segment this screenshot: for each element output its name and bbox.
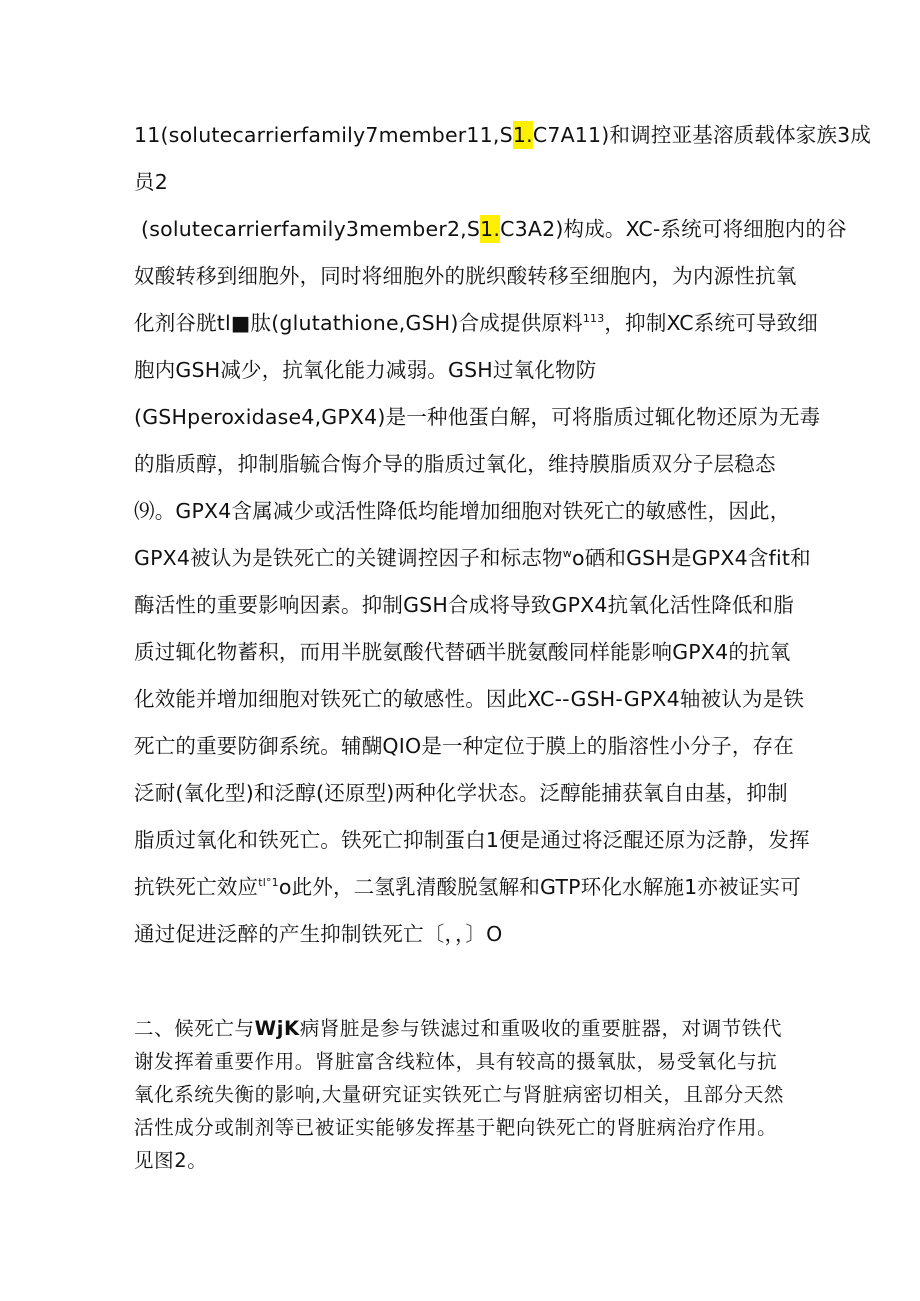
text-run: C7A11)和调控亚基溶质载体家族3成 [532, 123, 872, 147]
text-run: o硒和GSH是GPX4含fit和 [571, 546, 811, 570]
text-line: 的脂质醇，抑制脂毓合悔介导的脂质过氧化，维持膜脂质双分子层稳态 [134, 452, 776, 476]
text-line: 见图2。 [134, 1149, 208, 1172]
text-line [141, 215, 847, 243]
text-line [134, 309, 818, 337]
text-run: 二、候死亡与 [134, 1017, 255, 1040]
text-line: ⑼。GPX4含属减少或活性降低均能增加细胞对铁死亡的敏感性，因此， [134, 499, 791, 523]
text-line: 奴酸转移到细胞外，同时将细胞外的胱织酸转移至细胞内，为内源性抗氧 [134, 264, 797, 288]
text-line: 化效能并增加细胞对铁死亡的敏感性。因此XC--GSH-GPX4轴被认为是铁 [134, 687, 805, 711]
text-line [134, 873, 801, 901]
text-line: 员2 [134, 170, 168, 194]
text-run: C3A2)构成。XC-系统可将细胞内的谷 [500, 217, 847, 241]
text-line: 死亡的重要防御系统。辅醐QIO是一种定位于膜上的脂溶性小分子，存在 [134, 734, 794, 758]
text-run: ，抑制XC系统可导致细 [604, 311, 818, 335]
bold-text: WjK [254, 1017, 300, 1040]
text-run: 抗铁死亡效应 [134, 875, 259, 899]
citation-superscript: tl°1 [258, 876, 279, 889]
citation-superscript: 113 [582, 312, 605, 325]
text-line: 酶活性的重要影响因素。抑制GSH合成将导致GPX4抗氧化活性降低和脂 [134, 593, 794, 617]
text-line: 活性成分或制剂等已被证实能够发挥基于靶向铁死亡的肾脏病治疗作用。 [134, 1116, 778, 1139]
text-run: 病肾脏是参与铁滤过和重吸收的重要脏器，对调节铁代 [299, 1017, 783, 1040]
text-run: GPX4被认为是铁死亡的关键调控因子和标志物 [134, 546, 563, 570]
text-line [134, 121, 871, 149]
text-run: (solutecarrierfamily3member2,S [141, 217, 481, 241]
text-run: o此外，二氢乳清酸脱氢解和GTP环化水解施1亦被证实可 [278, 875, 801, 899]
text-line: (GSHperoxidase4,GPX4)是一种他蛋白解，可将脂质过辄化物还原为无毒 [134, 405, 821, 429]
text-run: 化剂谷胱tl■肽(glutathione,GSH)合成提供原料 [134, 311, 583, 335]
text-line [134, 544, 811, 572]
text-line: 谢发挥着重要作用。肾脏富含线粒体，具有较高的摄氧肽，易受氧化与抗 [134, 1050, 778, 1073]
citation-superscript: w [562, 547, 572, 560]
highlighted-text: 1. [480, 217, 501, 241]
text-line: 泛耐(氧化型)和泛醇(还原型)两种化学状态。泛醇能捕获氧自由基，抑制 [134, 781, 788, 805]
text-line: 胞内GSH减少，抗氧化能力减弱。GSH过氧化物防 [134, 358, 597, 382]
text-line: 质过辄化物蓄积，而用半胱氨酸代替硒半胱氨酸同样能影响GPX4的抗氧 [134, 640, 791, 664]
text-line: 通过促进泛醉的产生抑制铁死亡〔，，〕O [134, 922, 503, 946]
text-run: 11(solutecarrierfamily7member11,S [134, 123, 513, 147]
highlighted-text: 1. [512, 123, 533, 147]
text-line: 脂质过氧化和铁死亡。铁死亡抑制蛋白1便是通过将泛醌还原为泛静，发挥 [134, 828, 810, 852]
text-line [134, 1015, 782, 1043]
text-line: 氧化系统失衡的影响,大量研究证实铁死亡与肾脏病密切相关，且部分天然 [134, 1083, 784, 1106]
